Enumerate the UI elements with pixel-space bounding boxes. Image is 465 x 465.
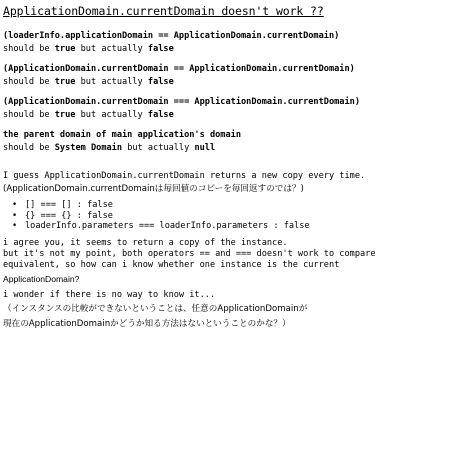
list-item: • {} === {} : false bbox=[12, 210, 113, 221]
check-block-4 bbox=[3, 129, 462, 155]
page-title: ApplicationDomain.currentDomain doesn't work ?? bbox=[3, 4, 324, 18]
check-result: should be System Domain but actually null bbox=[3, 143, 216, 153]
reply-text-3: equivalent, so how can i know whether one instance is the current bbox=[3, 259, 340, 270]
check-result: should be true but actually false bbox=[3, 110, 174, 120]
actual-value: false bbox=[147, 110, 174, 120]
examples-list bbox=[3, 200, 462, 232]
check-result: should be true but actually false bbox=[3, 44, 174, 54]
check-result: should be true but actually false bbox=[3, 77, 174, 87]
spacer bbox=[3, 162, 462, 170]
bullet-icon: • bbox=[12, 210, 18, 221]
check-expression: (ApplicationDomain.currentDomain === ApplicationDomain.currentDomain) bbox=[3, 97, 360, 107]
wonder-text: i wonder if there is no way to know it... bbox=[3, 289, 216, 300]
actual-value: false bbox=[147, 44, 174, 54]
expected-value: System Domain bbox=[54, 143, 123, 153]
check-block-1 bbox=[3, 30, 462, 56]
bullet-icon: • bbox=[12, 200, 18, 210]
list-item: • [] === [] : false bbox=[12, 200, 113, 210]
expected-value: true bbox=[54, 77, 76, 87]
check-block-2 bbox=[3, 63, 462, 89]
actual-value: null bbox=[194, 143, 216, 153]
guess-text: I guess ApplicationDomain.currentDomain returns a new copy every time. bbox=[3, 171, 366, 181]
wonder-translation-2: 現在のApplicationDomainかどうか知る方法はないということのかな？） bbox=[3, 318, 291, 329]
check-expression: (ApplicationDomain.currentDomain == ApplicationDomain.currentDomain) bbox=[3, 64, 355, 74]
reply-text-4: ApplicationDomain? bbox=[3, 273, 80, 284]
reply-text-1: i agree you, it seems to return a copy of the instance. bbox=[3, 237, 288, 248]
guess-translation: (ApplicationDomain.currentDomainは毎回値のコピーを毎回返すのでは？) bbox=[3, 184, 304, 194]
actual-value: false bbox=[147, 77, 174, 87]
bullet-icon: • bbox=[12, 221, 18, 232]
reply-text-2: but it's not my point, both operators == and === doesn't work to compare bbox=[3, 248, 376, 259]
list-item: • loaderInfo.parameters === loaderInfo.parameters : false bbox=[12, 221, 310, 232]
check-expression: (loaderInfo.applicationDomain == ApplicationDomain.currentDomain) bbox=[3, 31, 340, 41]
check-block-3 bbox=[3, 96, 462, 122]
wonder-translation-1: （インスタンスの比較ができないということは、任意のApplicationDomainが bbox=[3, 303, 308, 314]
expected-value: true bbox=[54, 44, 76, 54]
check-expression: the parent domain of main application's domain bbox=[3, 130, 241, 140]
expected-value: true bbox=[54, 110, 76, 120]
